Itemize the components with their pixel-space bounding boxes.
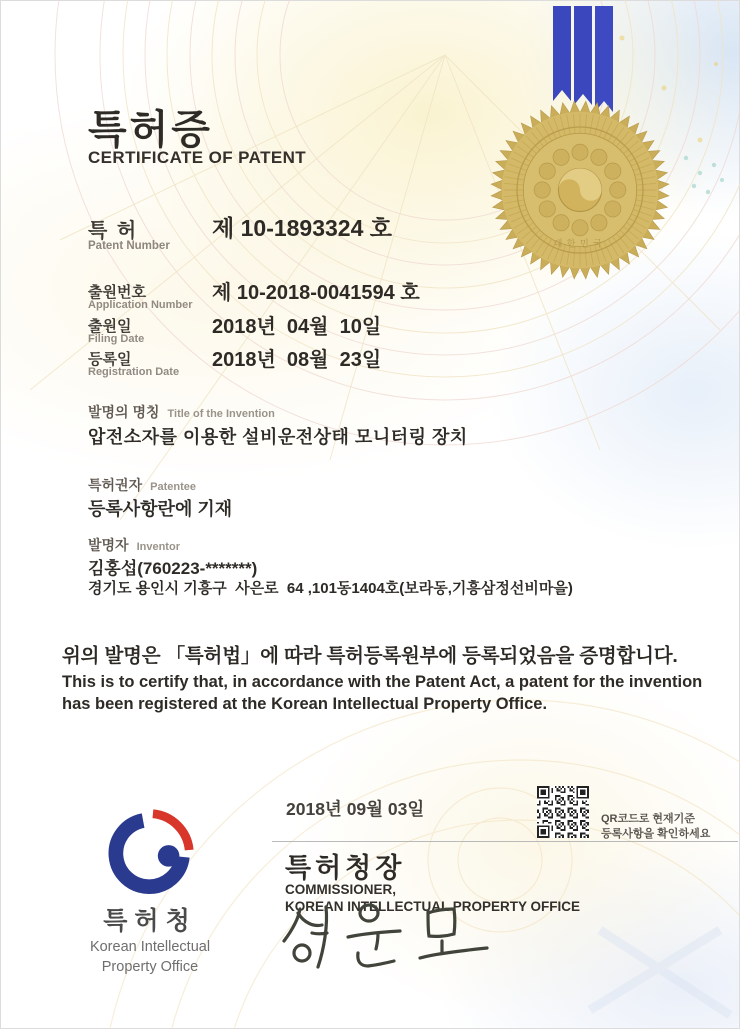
page-title-korean: 특허증	[88, 108, 213, 152]
patent-number-label: 특 허	[88, 220, 139, 242]
patentee-value: 등록사항란에 기재	[88, 499, 233, 519]
signature-divider	[272, 841, 738, 842]
ribbon-stripe-right	[595, 6, 613, 112]
filing-date-label: 출원일	[88, 318, 132, 335]
filing-date-sublabel: Filing Date	[88, 333, 145, 345]
certification-statement-english	[62, 671, 702, 715]
certification-statement-english-line1: This is to certify that, in accordance with the Patent Act, a patent for the invention	[62, 673, 703, 691]
qr-caption-line2: 등록사항을 확인하세요	[601, 828, 711, 840]
patentee-label-row	[88, 475, 196, 495]
invention-title-value: 압전소자를 이용한 설비운전상태 모니터링 장치	[88, 427, 468, 447]
invention-title-sublabel: Title of the Invention	[167, 408, 275, 420]
invention-title-label-row	[88, 402, 275, 422]
commissioner-title-english-line1: COMMISSIONER,	[285, 882, 397, 897]
invention-title-label: 발명의 명칭	[88, 404, 160, 420]
inventor-name: 김홍섭(760223-*******)	[88, 559, 258, 578]
kipo-name-english-lines	[40, 937, 260, 977]
ribbon-stripe-middle	[574, 6, 592, 105]
commissioner-signature	[282, 903, 497, 978]
patentee-label: 특허권자	[88, 477, 143, 493]
filing-date-value: 2018년 04월 10일	[212, 316, 382, 338]
commissioner-title-korean: 특허청장	[285, 853, 406, 883]
patent-number-sublabel: Patent Number	[88, 240, 170, 252]
registration-date-value: 2018년 08월 23일	[212, 349, 382, 371]
application-number-sublabel: Application Number	[88, 299, 193, 311]
issue-date: 2018년 09월 03일	[286, 799, 425, 819]
qr-caption-line1: QR코드로 현재기준	[601, 813, 695, 825]
page-title-english: CERTIFICATE OF PATENT	[88, 148, 307, 167]
registration-date-label: 등록일	[88, 351, 132, 368]
registration-date-sublabel: Registration Date	[88, 366, 180, 378]
application-number-value: 제 10-2018-0041594 호	[212, 282, 420, 304]
certification-statement-english-line2: has been registered at the Korean Intellectual Property Office.	[62, 695, 548, 713]
kipo-name-english-line1: Korean Intellectual	[89, 939, 211, 955]
inventor-address: 경기도 용인시 기흥구 사은로 64 ,101동1404호(보라동,기흥삼정선비마을)	[88, 580, 573, 597]
kipo-name-english-line2: Property Office	[101, 959, 199, 975]
inventor-label-row	[88, 535, 180, 555]
inventor-sublabel: Inventor	[136, 541, 180, 553]
medal-country-text: 대한민국	[553, 238, 607, 249]
inventor-label: 발명자	[88, 537, 129, 553]
patent-number-value: 제 10-1893324 호	[212, 215, 392, 241]
commissioner-title-english-line2: KOREAN INTELLECTUAL PROPERTY OFFICE	[285, 899, 581, 914]
qr-caption	[601, 812, 710, 842]
ribbon-stripe-left	[553, 6, 571, 101]
kipo-logo-taegeuk-icon	[100, 801, 198, 899]
kipo-name-korean: 특허청	[103, 907, 197, 935]
certification-statement-korean: 위의 발명은 「특허법」에 따라 특허등록원부에 등록되었음을 증명합니다.	[62, 645, 678, 667]
qr-code	[537, 786, 589, 838]
application-number-label: 출원번호	[88, 284, 146, 301]
gold-seal-medal	[490, 100, 670, 280]
patentee-sublabel: Patentee	[150, 481, 196, 493]
